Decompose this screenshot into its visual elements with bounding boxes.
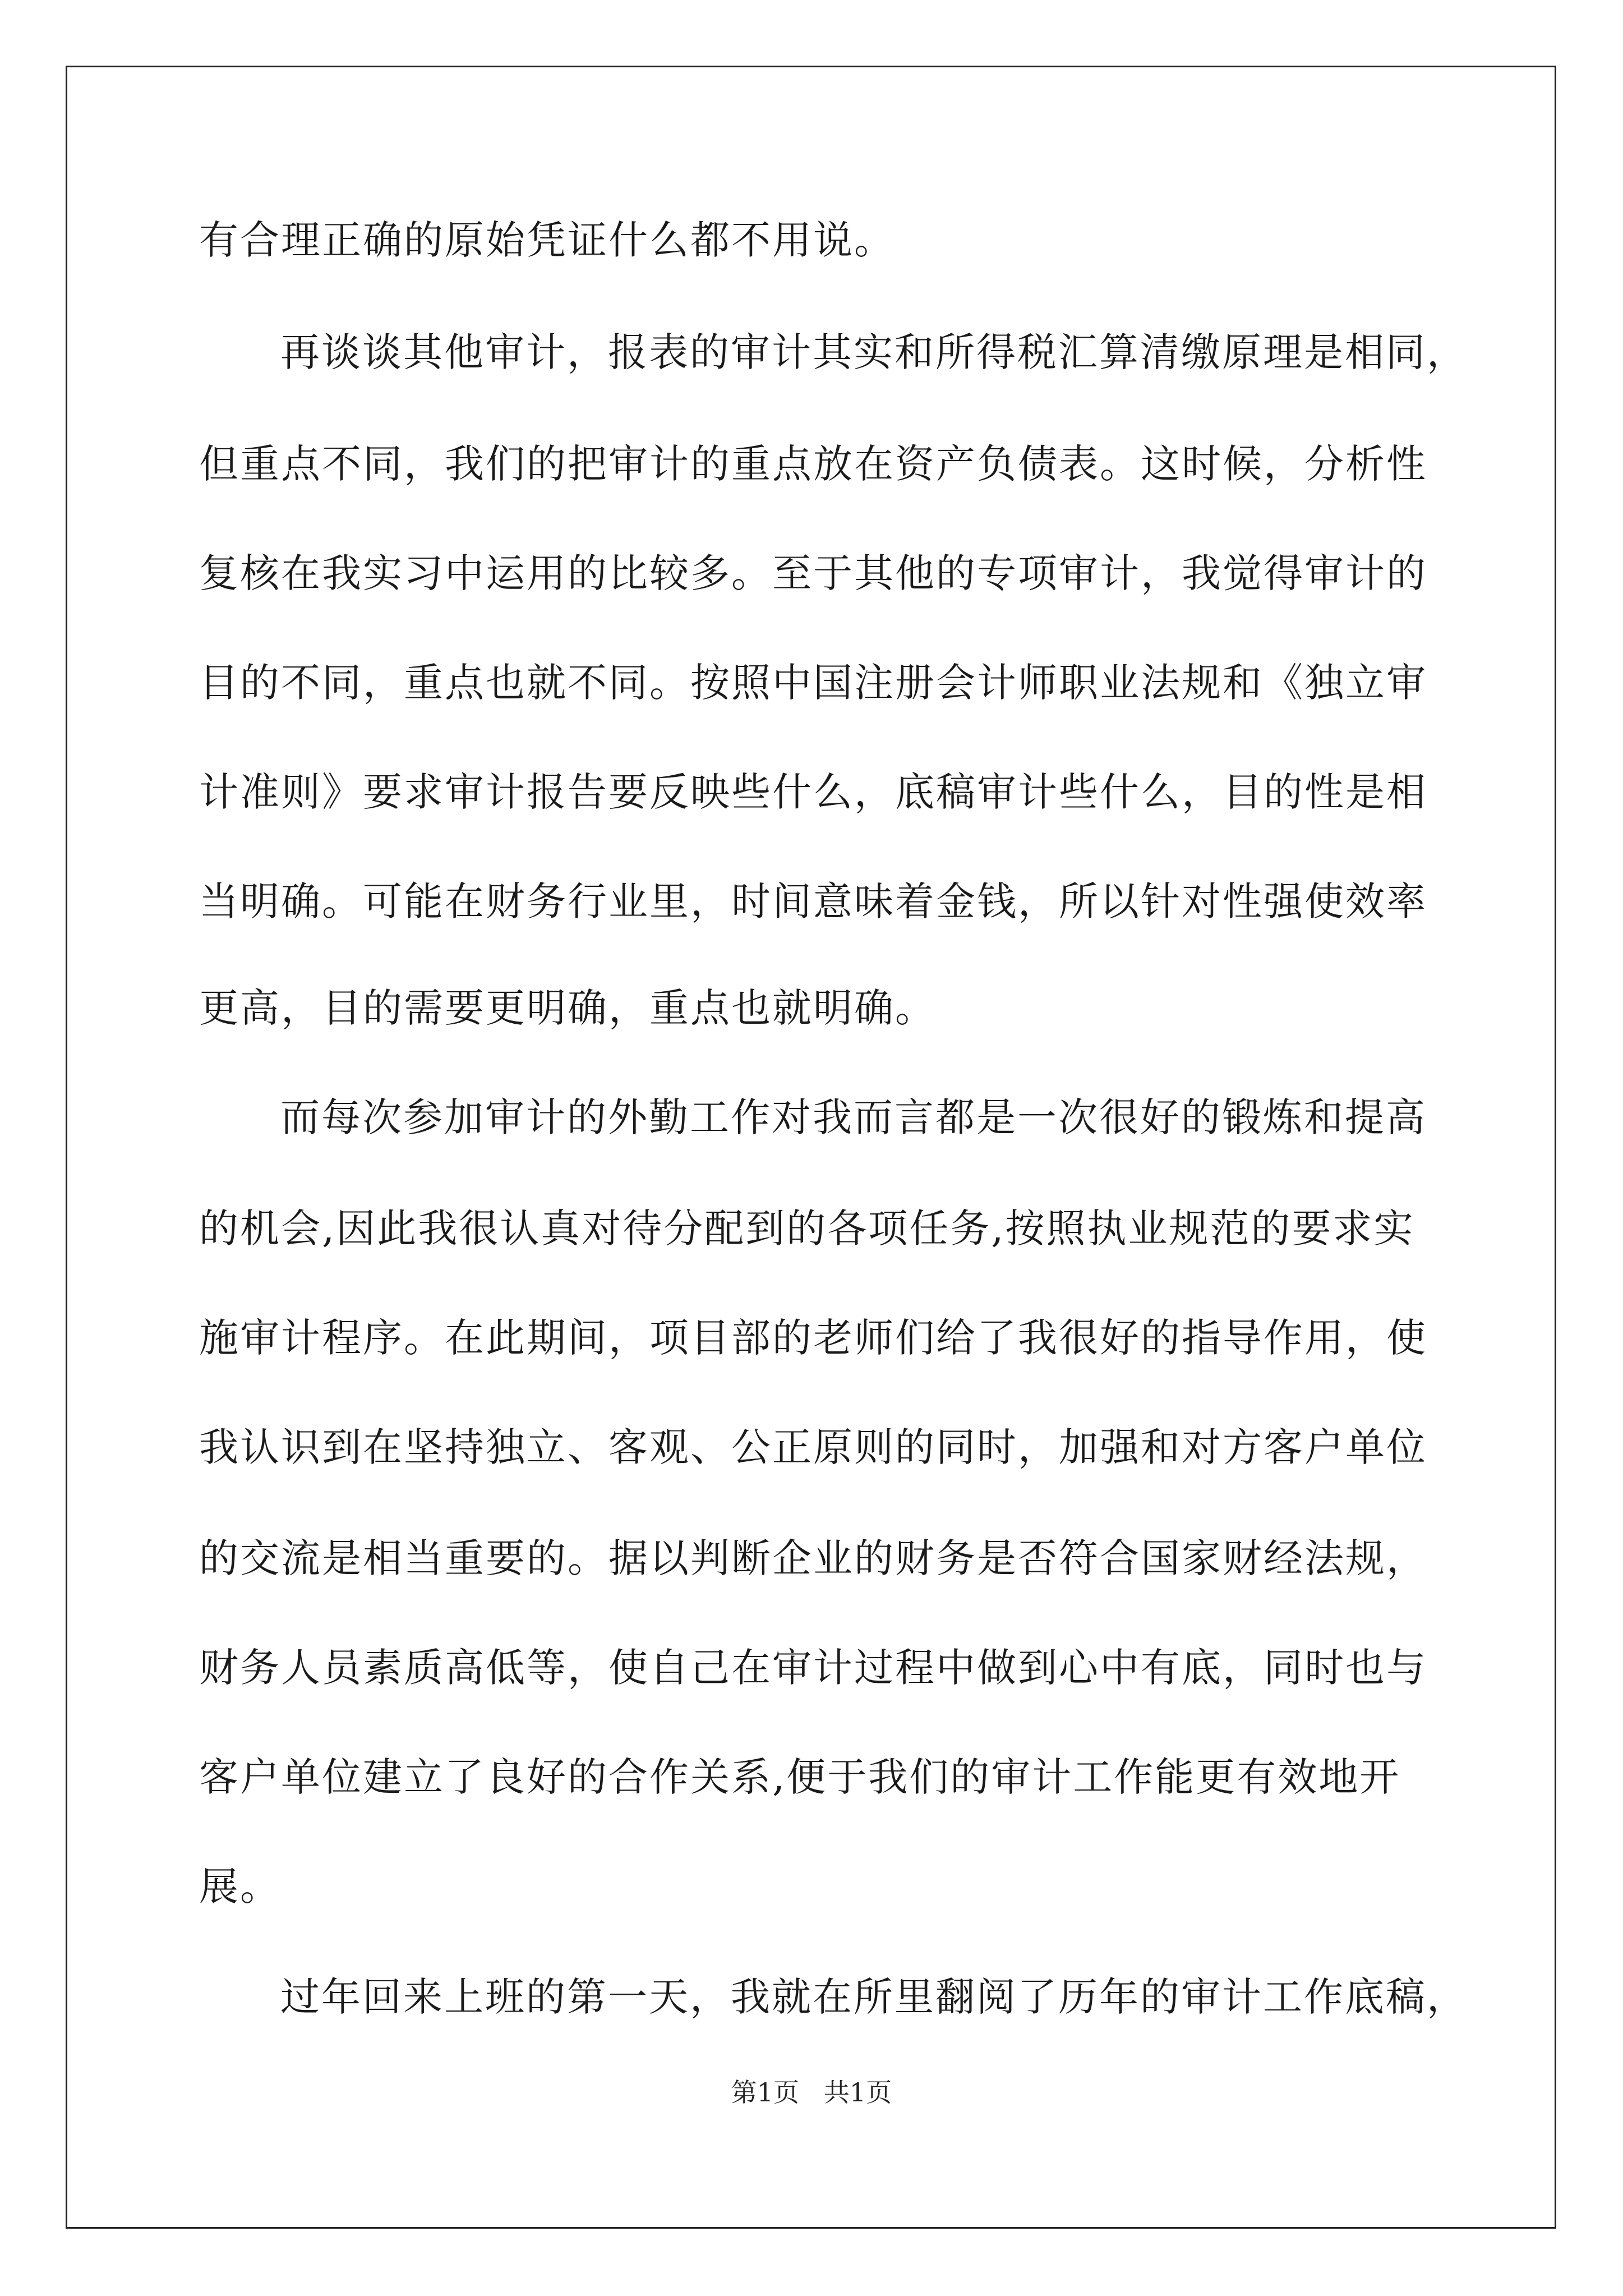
text-line: 有合理正确的原始凭证什么都不用说。 — [199, 217, 895, 263]
text-line: 目的不同，重点也就不同。按照中国注册会计师职业法规和《独立审 — [199, 660, 1427, 706]
text-line: 计准则》要求审计报告要反映些什么，底稿审计些什么，目的性是相 — [199, 769, 1427, 815]
text-line: 我认识到在坚持独立、客观、公正原则的同时，加强和对方客户单位 — [199, 1424, 1427, 1470]
text-line: 当明确。可能在财务行业里，时间意味着金钱，所以针对性强使效率 — [199, 878, 1427, 924]
text-line: 但重点不同，我们的把审计的重点放在资产负债表。这时候，分析性 — [199, 441, 1427, 487]
paragraph-start-line: 过年回来上班的第一天，我就在所里翻阅了历年的审计工作底稿， — [280, 1974, 1468, 2020]
text-line: 更高，目的需要更明确，重点也就明确。 — [199, 985, 936, 1031]
text-line: 的交流是相当重要的。据以判断企业的财务是否符合国家财经法规， — [199, 1535, 1427, 1581]
text-line: 财务人员素质高低等，使自己在审计过程中做到心中有底，同时也与 — [199, 1645, 1427, 1691]
text-line: 施审计程序。在此期间，项目部的老师们给了我很好的指导作用，使 — [199, 1315, 1427, 1361]
paragraph-start-line: 而每次参加审计的外勤工作对我而言都是一次很好的锻炼和提高 — [280, 1094, 1427, 1140]
paragraph-start-line: 再谈谈其他审计，报表的审计其实和所得税汇算清缴原理是相同， — [280, 329, 1468, 375]
text-line: 的机会,因此我很认真对待分配到的各项任务,按照执业规范的要求实 — [199, 1205, 1415, 1251]
text-line: 复核在我实习中运用的比较多。至于其他的专项审计，我觉得审计的 — [199, 550, 1427, 596]
page-number-footer: 第1页 共1页 — [731, 2077, 892, 2108]
text-line: 展。 — [199, 1864, 281, 1910]
text-line: 客户单位建立了良好的合作关系,便于我们的审计工作能更有效地开 — [199, 1754, 1401, 1800]
